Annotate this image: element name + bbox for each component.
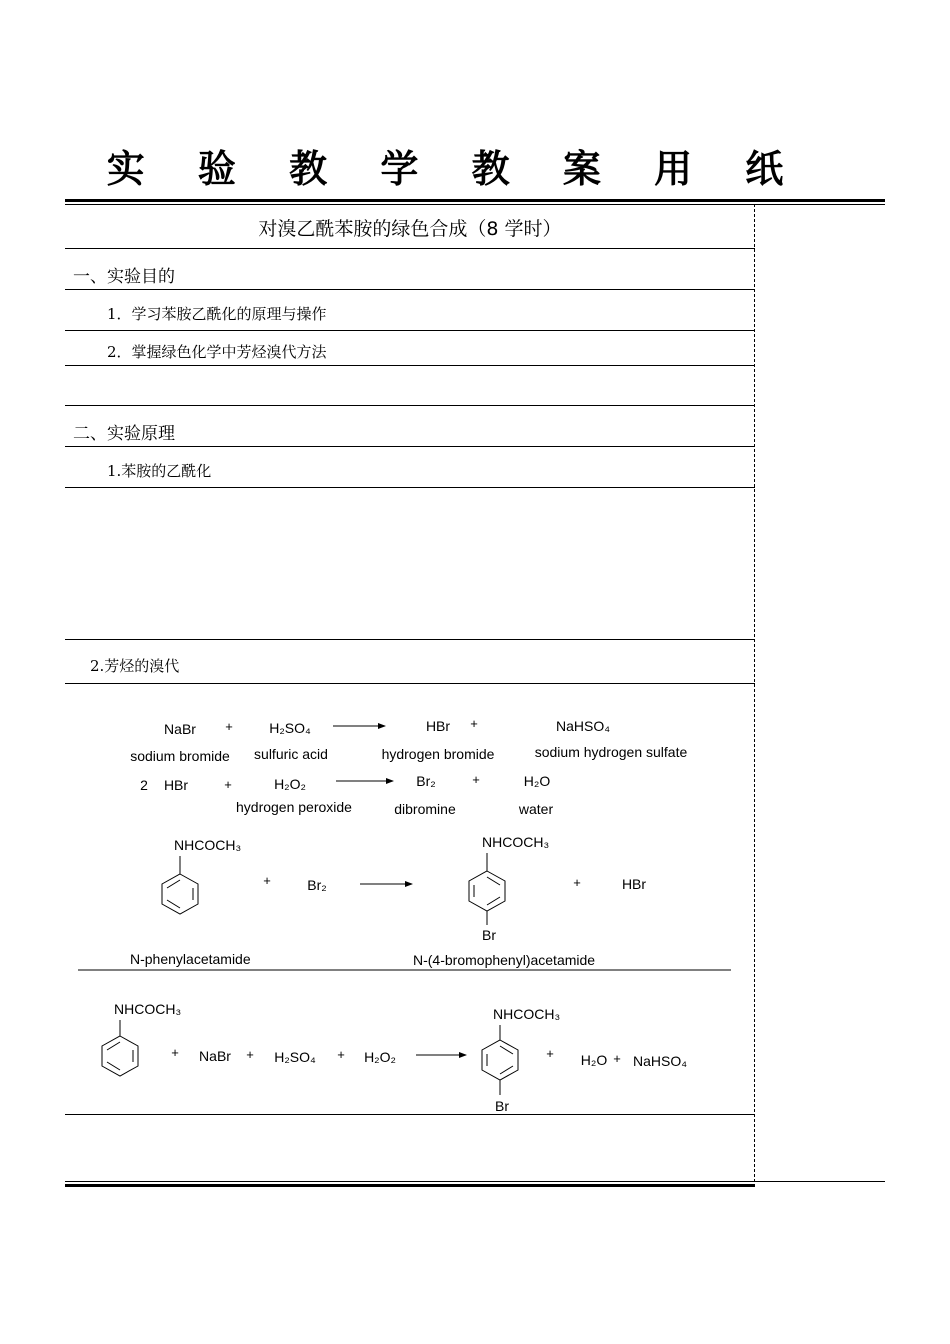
eq4-reactant-2: NaBr bbox=[199, 1048, 231, 1064]
row-divider bbox=[65, 639, 755, 640]
eq3-plus-2: + bbox=[573, 875, 581, 890]
section-heading-objectives: 一、实验目的 bbox=[73, 267, 175, 287]
eq2-reactant-2: H₂O₂ bbox=[274, 776, 306, 792]
header-rule-thin bbox=[65, 204, 885, 205]
principle-sub-2: 2.芳烃的溴代 bbox=[90, 657, 180, 675]
eq1-product-2-name: sodium hydrogen sulfate bbox=[534, 744, 688, 760]
eq3-reactant-name: N-phenylacetamide bbox=[130, 951, 251, 967]
equation-1 bbox=[130, 716, 687, 764]
equation-2 bbox=[140, 772, 553, 817]
eq4-reactant-substituent: NHCOCH₃ bbox=[114, 1001, 182, 1017]
eq3-reactant-substituent: NHCOCH₃ bbox=[174, 837, 242, 853]
benzene-ring bbox=[469, 853, 505, 925]
eq4-plus-2: + bbox=[246, 1047, 254, 1062]
eq3-product-2: HBr bbox=[621, 876, 647, 892]
eq3-product-name: N-(4-bromophenyl)acetamide bbox=[413, 952, 596, 968]
row-divider bbox=[65, 248, 755, 249]
equation-3 bbox=[78, 834, 731, 970]
eq2-reactant-2-name: hydrogen peroxide bbox=[236, 799, 352, 815]
eq1-product-1: HBr bbox=[425, 718, 451, 734]
row-divider bbox=[65, 1114, 755, 1115]
page-title: 实 验 教 学 教 案 用 纸 bbox=[106, 147, 804, 191]
row-divider bbox=[65, 405, 755, 406]
eq3-reactant-2: Br₂ bbox=[307, 877, 327, 893]
benzene-ring bbox=[482, 1025, 518, 1095]
eq4-product-3: NaHSO₄ bbox=[633, 1053, 687, 1069]
eq2-product-1: Br₂ bbox=[416, 773, 436, 789]
eq4-plus-3: + bbox=[337, 1047, 345, 1062]
eq2-plus-1: + bbox=[224, 777, 232, 792]
reaction-scheme bbox=[0, 685, 760, 1125]
eq4-plus-4: + bbox=[546, 1046, 554, 1061]
equation-4 bbox=[102, 1001, 687, 1114]
eq2-product-1-name: dibromine bbox=[394, 801, 456, 817]
row-divider bbox=[65, 487, 755, 488]
eq3-product-substituent: NHCOCH₃ bbox=[482, 834, 550, 850]
eq1-reactant-2: H₂SO₄ bbox=[269, 720, 311, 736]
row-divider bbox=[65, 365, 755, 366]
eq1-reactant-1-name: sodium bromide bbox=[130, 748, 230, 764]
objective-item-2: 2．掌握绿色化学中芳烃溴代方法 bbox=[107, 343, 327, 361]
eq1-product-2: NaHSO₄ bbox=[556, 718, 610, 734]
row-divider bbox=[65, 289, 755, 290]
eq3-product-bromo: Br bbox=[482, 927, 496, 943]
eq4-product-2: H₂O bbox=[580, 1052, 608, 1068]
eq1-plus-2: + bbox=[470, 716, 478, 731]
eq1-reactant-2-name: sulfuric acid bbox=[254, 746, 328, 762]
row-divider bbox=[65, 330, 755, 331]
principle-sub-1: 1.苯胺的乙酰化 bbox=[107, 462, 212, 480]
footer-rule bbox=[65, 1184, 755, 1187]
document-subtitle: 对溴乙酰苯胺的绿色合成（8 学时） bbox=[258, 218, 562, 240]
eq3-plus-1: + bbox=[263, 873, 271, 888]
header-rule bbox=[65, 199, 885, 202]
eq2-coefficient: 2 bbox=[140, 777, 148, 793]
row-divider bbox=[65, 683, 755, 684]
benzene-ring bbox=[102, 1020, 138, 1076]
eq1-reactant-1: NaBr bbox=[164, 721, 196, 737]
eq4-plus-1: + bbox=[171, 1045, 179, 1060]
eq2-plus-2: + bbox=[472, 772, 480, 787]
section-heading-principle: 二、实验原理 bbox=[73, 424, 175, 444]
eq4-reactant-4: H₂O₂ bbox=[364, 1049, 396, 1065]
eq4-product-substituent: NHCOCH₃ bbox=[493, 1006, 561, 1022]
eq2-product-2-name: water bbox=[518, 801, 554, 817]
eq4-plus-5: + bbox=[613, 1051, 621, 1066]
footer-rule-thin bbox=[65, 1181, 885, 1182]
objective-item-1: 1．学习苯胺乙酰化的原理与操作 bbox=[107, 305, 327, 323]
eq4-reactant-3: H₂SO₄ bbox=[274, 1049, 316, 1065]
benzene-ring bbox=[162, 856, 198, 914]
eq2-product-2: H₂O bbox=[523, 773, 551, 789]
row-divider bbox=[65, 446, 755, 447]
eq1-plus-1: + bbox=[225, 719, 233, 734]
eq1-product-1-name: hydrogen bromide bbox=[381, 746, 495, 762]
eq2-reactant-1: HBr bbox=[163, 777, 189, 793]
eq4-product-bromo: Br bbox=[495, 1098, 509, 1114]
